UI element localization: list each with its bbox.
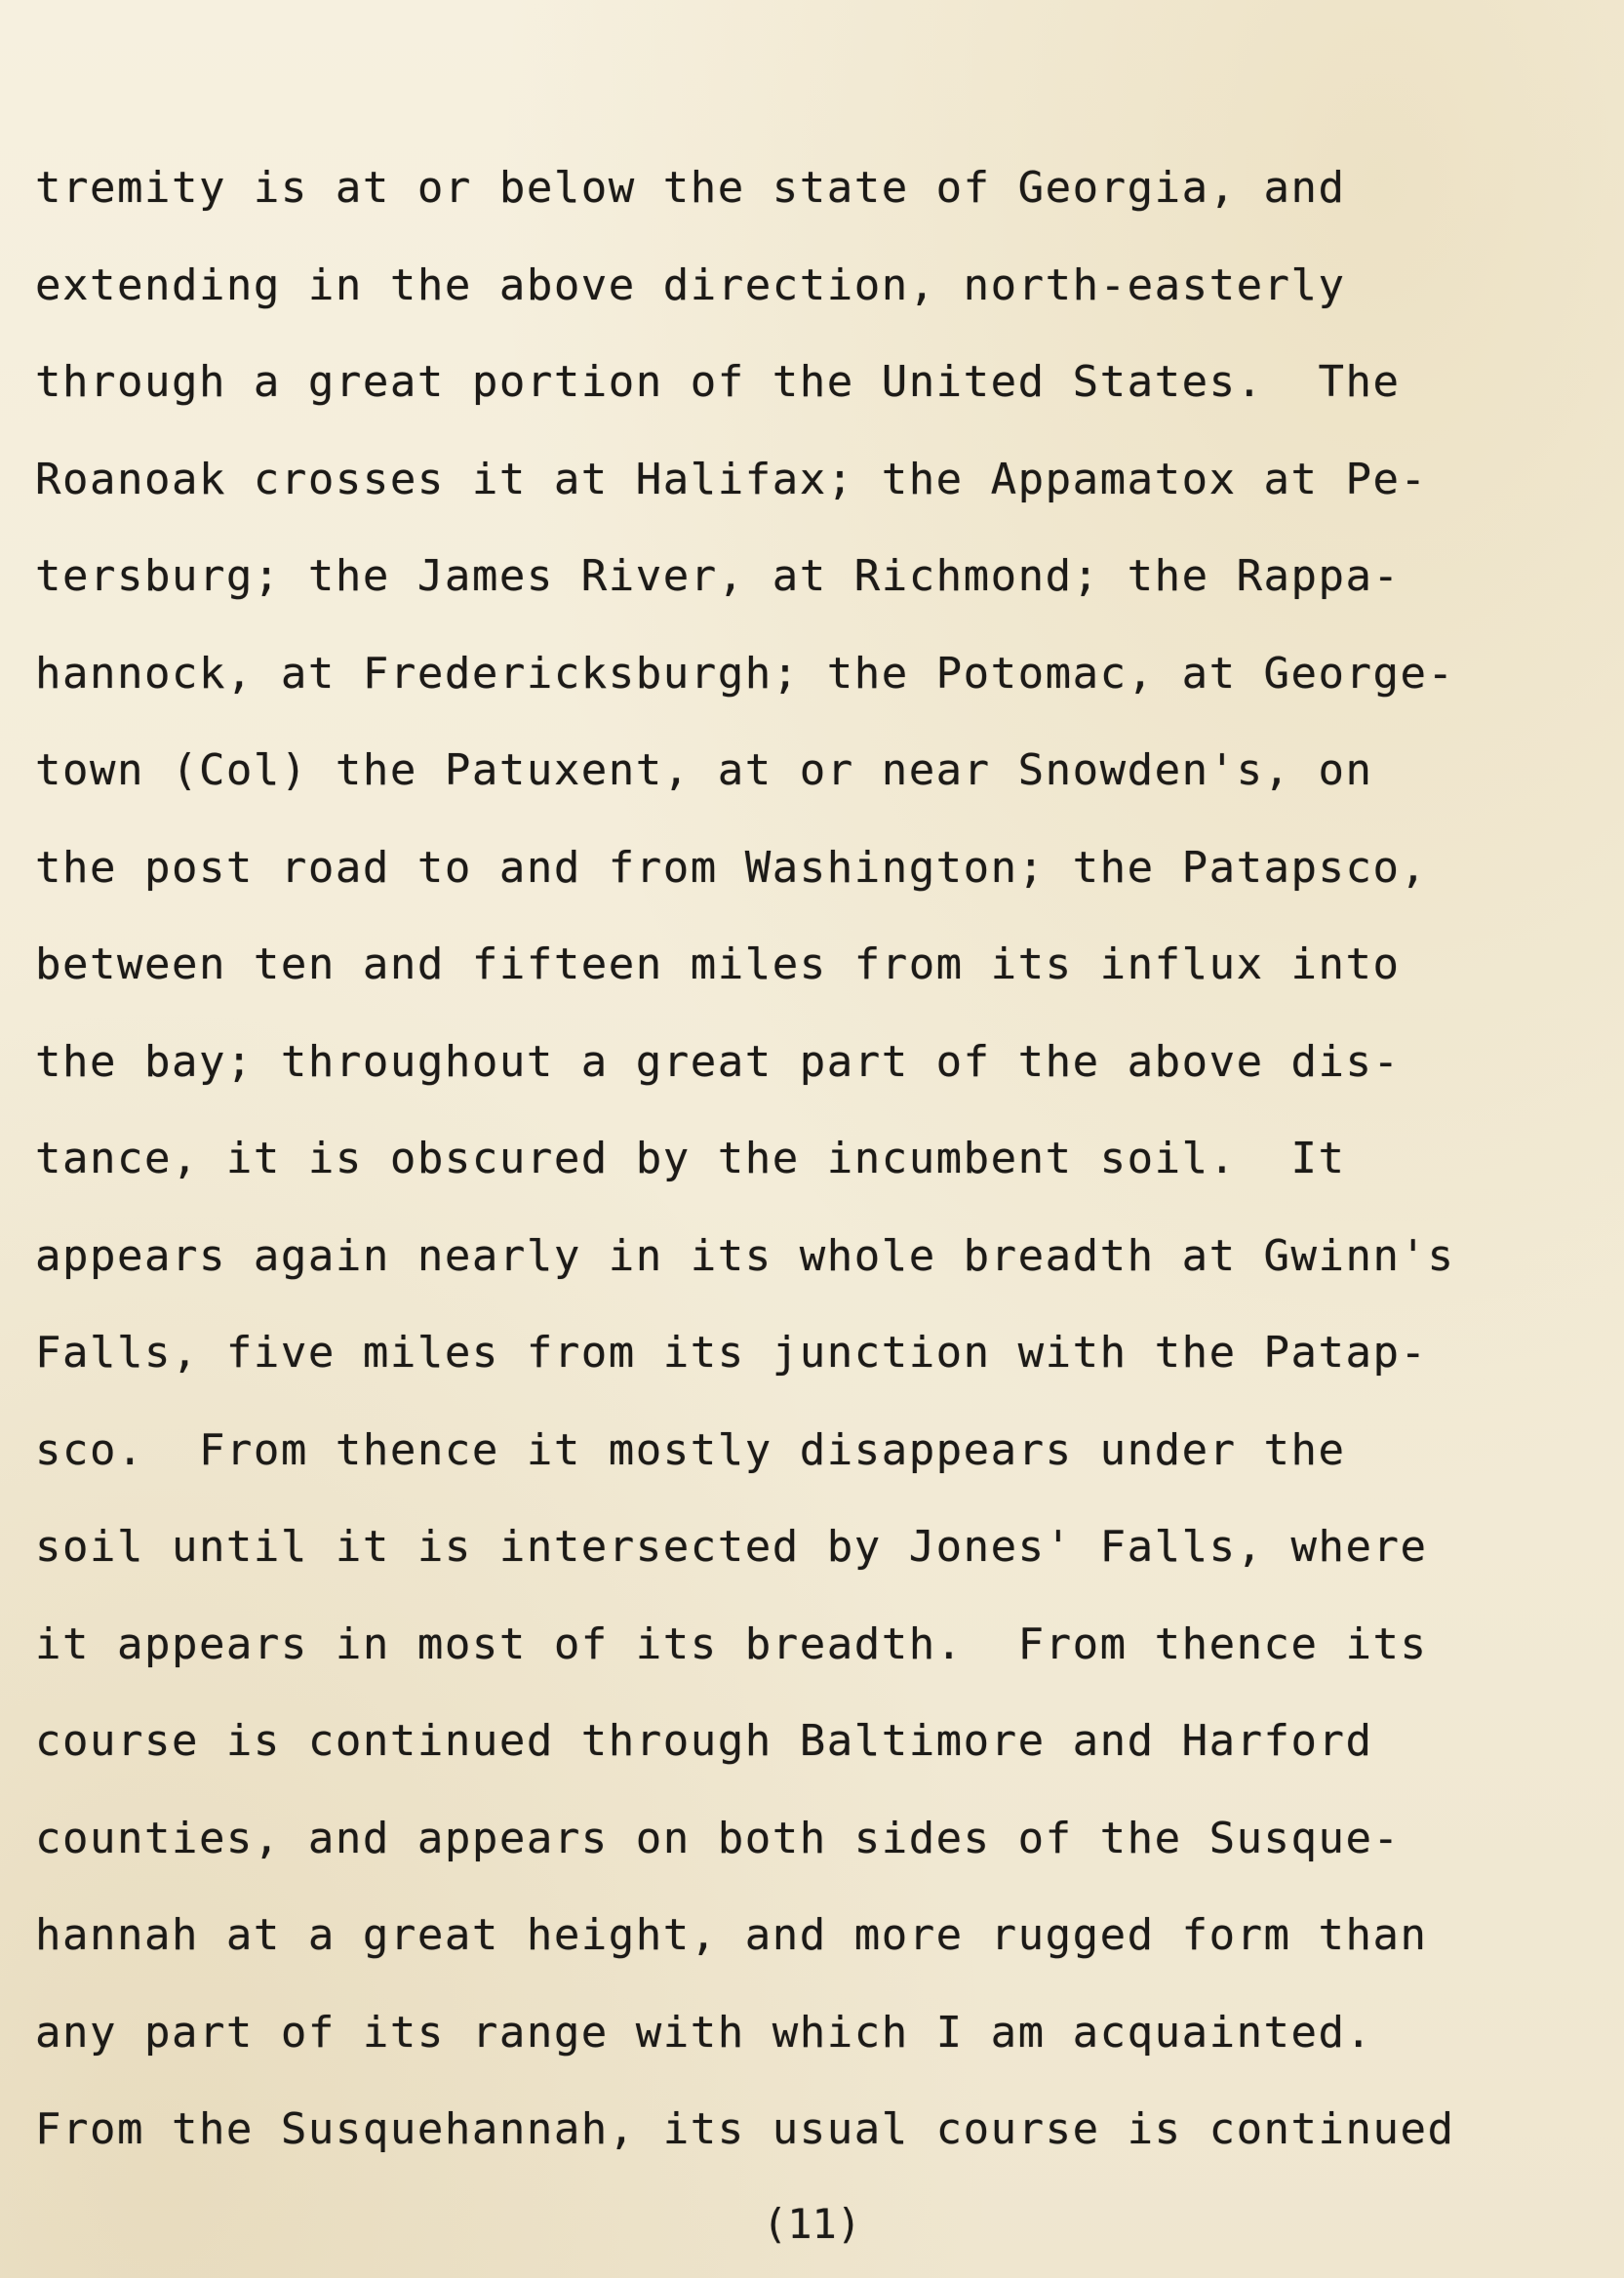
text-line: hannah at a great height, and more rugged form than: [35, 1910, 1428, 1960]
text-line: Roanoak crosses it at Halifax; the Appamatox at Pe-: [35, 454, 1428, 504]
text-line: counties, and appears on both sides of the Susque-: [35, 1813, 1401, 1863]
text-line: From the Susquehannah, its usual course is continued: [35, 2104, 1455, 2154]
text-line: between ten and fifteen miles from its influx into: [35, 939, 1401, 989]
text-line: the post road to and from Washington; the Patapsco,: [35, 842, 1428, 893]
page-number: (11): [762, 2200, 862, 2248]
text-line: hannock, at Fredericksburgh; the Potomac, at George-: [35, 648, 1455, 699]
text-line: tance, it is obscured by the incumbent soil. It: [35, 1134, 1346, 1183]
text-line: appears again nearly in its whole breadth at Gwinn's: [35, 1230, 1455, 1281]
text-line: the bay; throughout a great part of the above dis-: [35, 1036, 1401, 1087]
text-line: extending in the above direction, north-easterly: [35, 260, 1346, 310]
text-line: tersburg; the James River, at Richmond; the Rappa-: [35, 551, 1401, 601]
text-line: town (Col) the Patuxent, at or near Snowden's, on: [35, 745, 1373, 795]
body-text: [35, 156, 1596, 2195]
text-line: sco. From thence it mostly disappears under the: [35, 1424, 1346, 1475]
text-line: soil until it is intersected by Jones' Falls, where: [35, 1522, 1428, 1572]
text-line: course is continued through Baltimore and Harford: [35, 1716, 1373, 1766]
text-line: tremity is at or below the state of Georgia, and: [35, 163, 1346, 213]
text-line: it appears in most of its breadth. From thence its: [35, 1619, 1428, 1669]
text-line: any part of its range with which I am acquainted.: [35, 2007, 1373, 2058]
text-line: through a great portion of the United States. The: [35, 357, 1401, 407]
text-line: Falls, five miles from its junction with the Patap-: [35, 1328, 1428, 1378]
